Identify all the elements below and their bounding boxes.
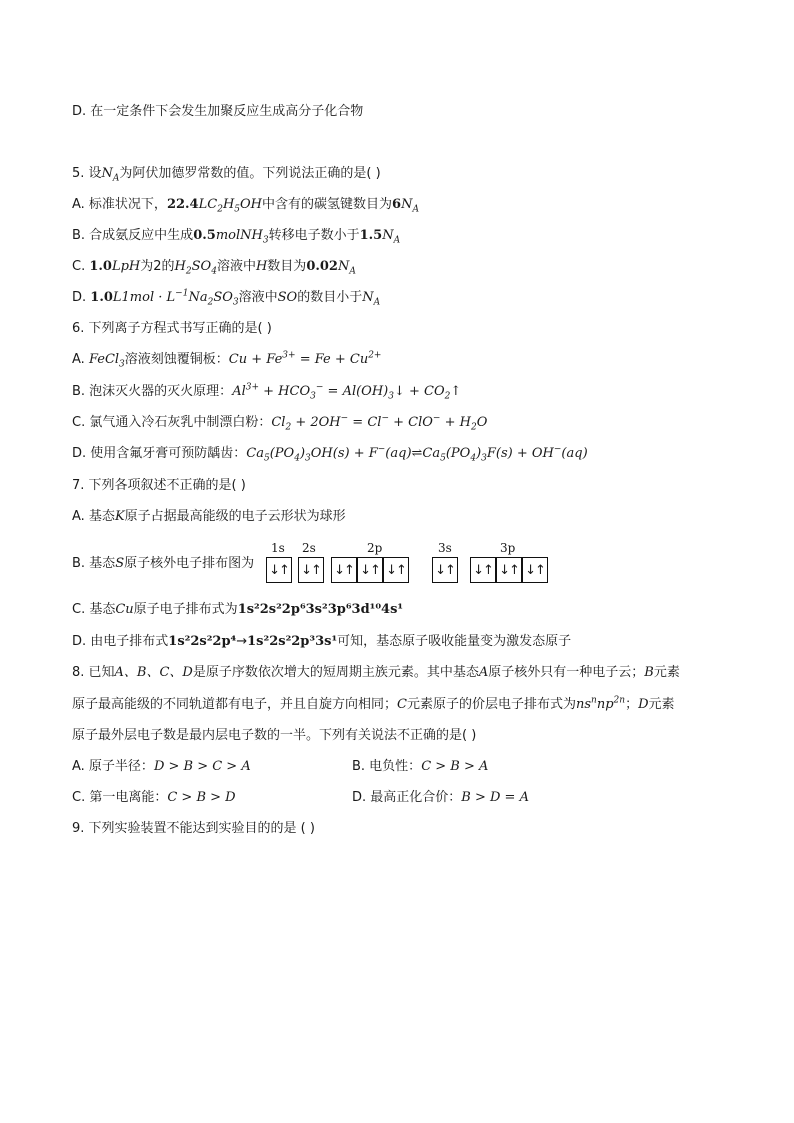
q5-option-d: D. $1.0L1mol \cdot L^{-1}Na_2SO_3$溶液中SO的数目小于$N_A$ xyxy=(72,288,381,308)
q5-stem: 5. 设$N_A$为阿伏加德罗常数的值。下列说法正确的是( ) xyxy=(72,166,381,184)
orbital-box-3p-3: ↓↑ xyxy=(522,557,548,583)
orbital-box-2p-3: ↓↑ xyxy=(383,557,409,583)
orbital-box-2s: ↓↑ xyxy=(298,557,324,583)
q6-option-b: B. 泡沫灭火器的灭火原理：$Al^{3+} + HCO_3^-$ = $Al(OH)_3↓$ + $CO_2↑$ xyxy=(72,382,462,402)
q6-stem: 6. 下列离子方程式书写正确的是( ) xyxy=(72,321,272,336)
orbital-label-2s: 2s xyxy=(302,541,316,555)
q6-option-a: A. FeCl$_3$溶液刻蚀覆铜板：$Cu + Fe^{3+} = Fe + Cu^{2+}$ xyxy=(72,350,382,370)
q8-option-d: D. 最高正化合价：B > D = A xyxy=(352,790,529,805)
orbital-label-3p: 3p xyxy=(500,541,516,555)
orbital-box-2p-2: ↓↑ xyxy=(357,557,383,583)
q5-option-a: A. 标准状况下，$22.4LC_2H_5OH$中含有的碳氢键数目为$6N_A$ xyxy=(72,197,419,215)
orbital-box-3p-1: ↓↑ xyxy=(470,557,496,583)
q7-option-b: B. 基态S原子核外电子排布图为 xyxy=(72,556,255,571)
orbital-box-3s: ↓↑ xyxy=(432,557,458,583)
q8-option-a: A. 原子半径：D > B > C > A xyxy=(72,759,251,774)
orbital-box-3p-2: ↓↑ xyxy=(496,557,522,583)
q8-option-c: C. 第一电离能：C > B > D xyxy=(72,790,236,805)
q8-option-b: B. 电负性：C > B > A xyxy=(352,759,489,774)
orbital-label-3s: 3s xyxy=(438,541,452,555)
q8-stem-line3: 原子最外层电子数是最内层电子数的一半。下列有关说法不正确的是( ) xyxy=(72,728,477,743)
q4-option-d: D. 在一定条件下会发生加聚反应生成高分子化合物 xyxy=(72,104,364,119)
q7-stem: 7. 下列各项叙述不正确的是( ) xyxy=(72,478,246,493)
orbital-label-2p: 2p xyxy=(367,541,383,555)
q6-option-c: C. 氯气通入冷石灰乳中制漂白粉：$Cl_2 + 2OH^- = Cl^- + ClO^- + H_2O$ xyxy=(72,413,488,433)
orbital-box-2p-1: ↓↑ xyxy=(331,557,357,583)
q9-stem: 9. 下列实验装置不能达到实验目的的是 ( ) xyxy=(72,821,315,836)
q7-option-d: D. 由电子排布式1s²2s²2p⁴→1s²2s²2p³3s¹可知，基态原子吸收能量变为激发态原子 xyxy=(72,634,572,649)
q8-stem-line2: 原子最高能级的不同轨道都有电子，并且自旋方向相同；C元素原子的价层电子排布式为$ns^nnp^{2n}$；D元素 xyxy=(72,695,675,712)
q6-option-d: D. 使用含氟牙膏可预防龋齿：$Ca_5(PO_4)_3OH(s)$ + $F^-(aq)\rightleftharpoons Ca_5(PO_4)_3F(s) + OH^-(aq)$ xyxy=(72,444,588,464)
orbital-label-1s: 1s xyxy=(271,541,285,555)
q7-option-c: C. 基态Cu原子电子排布式为1s²2s²2p⁶3s²3p⁶3d¹⁰4s¹ xyxy=(72,602,404,617)
orbital-box-1s: ↓↑ xyxy=(266,557,292,583)
q5-option-c: C. 1.0LpH为2的$H_2SO_4$溶液中H数目为$0.02N_A$ xyxy=(72,259,356,277)
q5-option-b: B. 合成氨反应中生成0.5molNH$_3$转移电子数小于$1.5N_A$ xyxy=(72,228,401,246)
q8-stem-line1: 8. 已知A、B、C、D是原子序数依次增大的短周期主族元素。其中基态A原子核外只有一种电子云；B元素 xyxy=(72,665,680,680)
q7-option-a: A. 基态K原子占据最高能级的电子云形状为球形 xyxy=(72,509,346,524)
